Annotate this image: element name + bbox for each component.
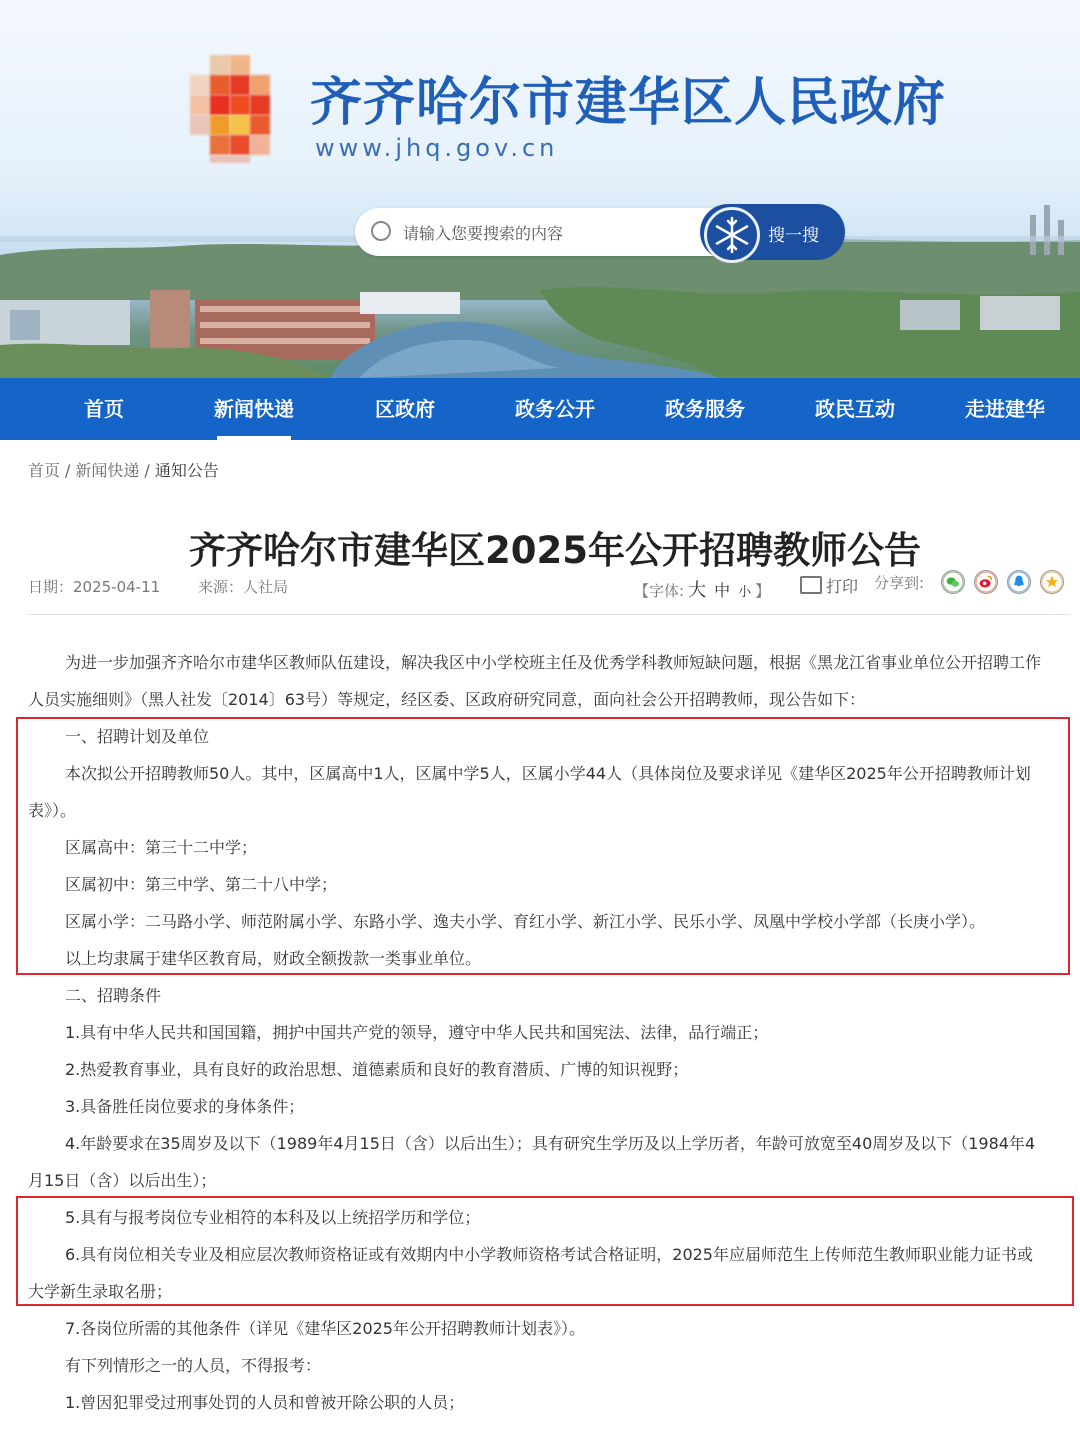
breadcrumb (28, 458, 219, 481)
search-icon (371, 221, 391, 241)
body-paragraph: 本次拟公开招聘教师50人。其中，区属高中1人，区属中学5人，区属小学44人（具体岗位及要求详见《建华区2025年公开招聘教师计划 (65, 764, 1031, 783)
body-paragraph: 2.热爱教育事业，具有良好的政治思想、道德素质和良好的教育潜质、广博的知识视野； (65, 1060, 689, 1079)
font-size-medium-button[interactable]: 中 (714, 581, 731, 600)
qq-icon[interactable] (1007, 570, 1031, 594)
font-size-close-bracket: 】 (755, 582, 771, 600)
qzone-icon[interactable] (1040, 570, 1064, 594)
body-paragraph: 人员实施细则》（黑人社发〔2014〕63号）等规定，经区委、区政府研究同意，面向社会公开招聘教师，现公告如下： (28, 690, 866, 709)
search-input[interactable] (401, 208, 705, 258)
nav-item-government-services[interactable]: 政务服务 (665, 397, 745, 421)
header-divider (28, 614, 1070, 615)
nav-item-about-jianhua[interactable]: 走进建华 (965, 397, 1045, 421)
article-source: 来源：人社局 (198, 578, 289, 596)
printer-icon (800, 576, 822, 594)
nav-item-government-affairs[interactable]: 政务公开 (515, 397, 595, 421)
search-button[interactable] (700, 204, 845, 260)
nav-item-home[interactable]: 首页 (84, 397, 124, 421)
snowflake-icon (704, 207, 760, 263)
body-paragraph: 3.具备胜任岗位要求的身体条件； (65, 1097, 305, 1116)
weibo-icon[interactable] (974, 570, 998, 594)
body-paragraph: 大学新生录取名册； (28, 1282, 173, 1301)
article-title: 齐齐哈尔市建华区2025年公开招聘教师公告 (189, 529, 921, 572)
header-banner (0, 0, 1080, 378)
article-date: 日期：2025-04-11 (28, 578, 161, 596)
body-paragraph: 为进一步加强齐齐哈尔市建华区教师队伍建设，解决我区中小学校班主任及优秀学科教师短缺问题，根据《黑龙江省事业单位公开招聘工作 (65, 653, 1042, 672)
body-paragraph: 区属小学：二马路小学、师范附属小学、东路小学、逸夫小学、育红小学、新江小学、民乐小学、凤凰中学校小学部（长庚小学）。 (65, 912, 986, 931)
city-scenery-image (0, 0, 1080, 378)
print-button[interactable] (800, 574, 858, 597)
font-size-control (634, 576, 770, 602)
body-paragraph: 6.具有岗位相关专业及相应层次教师资格证或有效期内中小学教师资格考试合格证明，2025年应届师范生上传师范生教师职业能力证书或 (65, 1245, 1033, 1264)
breadcrumb-current[interactable]: 通知公告 (154, 461, 219, 480)
font-size-label: 【字体: (634, 582, 685, 600)
body-paragraph: 1.曾因犯罪受过刑事处罚的人员和曾被开除公职的人员； (65, 1393, 465, 1412)
nav-item-news[interactable]: 新闻快递 (179, 378, 329, 440)
search-button-label: 搜一搜 (768, 226, 819, 246)
body-paragraph: 7.各岗位所需的其他条件（详见《建华区2025年公开招聘教师计划表》）。 (65, 1319, 585, 1338)
breadcrumb-home[interactable]: 首页 (28, 461, 61, 480)
site-title: 齐齐哈尔市建华区人民政府 (310, 73, 947, 133)
body-paragraph: 有下列情形之一的人员，不得报考： (65, 1356, 322, 1375)
font-size-big-button[interactable]: 大 (688, 580, 707, 601)
nav-item-interaction[interactable]: 政民互动 (815, 397, 895, 421)
body-paragraph: 以上均隶属于建华区教育局，财政全额拨款一类事业单位。 (65, 949, 482, 968)
body-paragraph: 4.年龄要求在35周岁及以下（1989年4月15日（含）以后出生）；具有研究生学历及以上学历者，年龄可放宽至40周岁及以下（1984年4 (65, 1134, 1036, 1153)
body-paragraph: 区属高中：第三十二中学； (65, 838, 258, 857)
body-paragraph: 1.具有中华人民共和国国籍，拥护中国共产党的领导，遵守中华人民共和国宪法、法律，品行端正； (65, 1023, 769, 1042)
body-paragraph: 5.具有与报考岗位专业相符的本科及以上统招学历和学位； (65, 1208, 481, 1227)
government-emblem-logo (180, 55, 280, 165)
section-heading: 一、招聘计划及单位 (65, 727, 210, 746)
print-label: 打印 (826, 577, 859, 596)
search-bar (355, 208, 845, 256)
breadcrumb-separator: / (65, 461, 71, 480)
share-label: 分享到: (874, 574, 925, 592)
font-size-small-button[interactable]: 小 (738, 585, 752, 600)
nav-item-district-government[interactable]: 区政府 (375, 397, 435, 421)
section-heading: 二、招聘条件 (65, 986, 162, 1005)
body-paragraph: 表》）。 (28, 801, 77, 820)
site-url[interactable]: www.jhq.gov.cn (315, 134, 559, 162)
wechat-icon[interactable] (941, 570, 965, 594)
body-paragraph: 月15日（含）以后出生）； (28, 1171, 217, 1190)
main-nav (0, 378, 1080, 440)
breadcrumb-separator: / (144, 461, 150, 480)
body-paragraph: 区属初中：第三中学、第二十八中学； (65, 875, 338, 894)
breadcrumb-news[interactable]: 新闻快递 (75, 461, 140, 480)
